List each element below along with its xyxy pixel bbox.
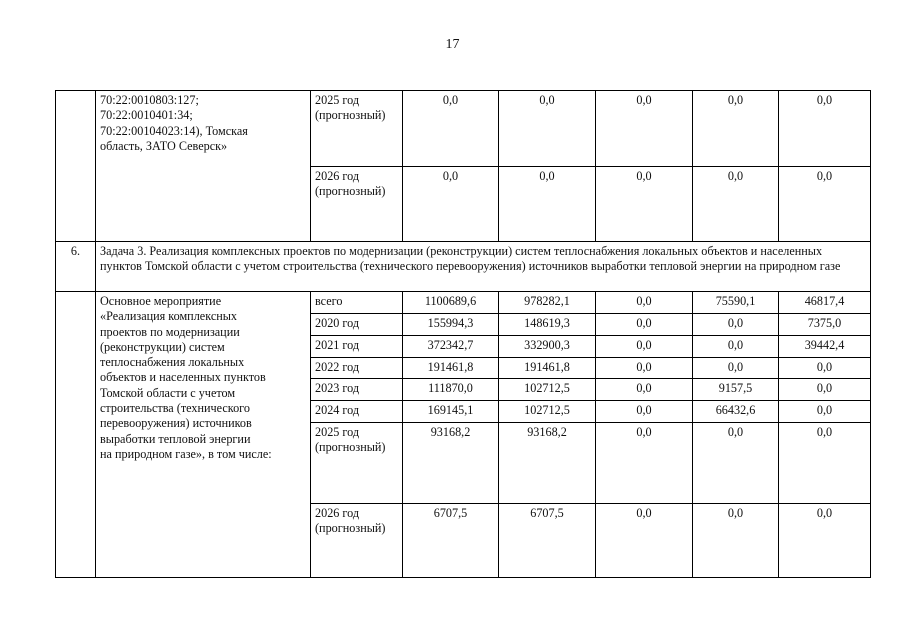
value-cell: 0,0 [596,423,693,504]
value-cell: 0,0 [596,379,693,401]
year-cell: 2021 год [311,336,403,358]
value-cell: 0,0 [779,504,871,578]
year-cell: 2025 год (прогнозный) [311,423,403,504]
value-cell: 191461,8 [499,358,596,379]
value-cell: 0,0 [596,504,693,578]
value-cell: 191461,8 [403,358,499,379]
year-cell: 2025 год (прогнозный) [311,91,403,167]
value-cell: 111870,0 [403,379,499,401]
value-cell: 372342,7 [403,336,499,358]
value-cell: 46817,4 [779,292,871,314]
year-cell: 2026 год (прогнозный) [311,504,403,578]
budget-table [55,90,871,578]
value-cell: 978282,1 [499,292,596,314]
value-cell: 93168,2 [499,423,596,504]
value-cell: 169145,1 [403,401,499,423]
value-cell: 6707,5 [499,504,596,578]
value-cell: 9157,5 [693,379,779,401]
task-number: 6. [56,242,96,292]
value-cell: 155994,3 [403,314,499,336]
value-cell: 0,0 [779,379,871,401]
value-cell: 93168,2 [403,423,499,504]
task-row [56,242,871,292]
value-cell: 0,0 [779,358,871,379]
value-cell: 0,0 [779,167,871,242]
value-cell: 0,0 [693,336,779,358]
year-cell: 2024 год [311,401,403,423]
value-cell: 0,0 [596,167,693,242]
value-cell: 0,0 [596,292,693,314]
value-cell: 0,0 [596,336,693,358]
value-cell: 0,0 [499,91,596,167]
value-cell: 0,0 [596,314,693,336]
task-text: Задача 3. Реализация комплексных проектов по модернизации (реконструкции) систем теплоснабжения локальных объектов и населенных пунктов Томской области с учетом строительства (технического перевооружения) источников выработки тепловой энергии на природном газе [96,242,871,292]
row-number-cell [56,91,96,242]
value-cell: 0,0 [693,314,779,336]
value-cell: 102712,5 [499,401,596,423]
measure-description: Основное мероприятие «Реализация комплексных проектов по модернизации (реконструкции) систем теплоснабжения локальных объектов и населенных пунктов Томской области с учетом строительства (технического перевооружения) источников выработки тепловой энергии на природном газе», в том числе: [96,292,311,578]
value-cell: 0,0 [596,91,693,167]
table-row [56,91,871,167]
value-cell: 0,0 [779,423,871,504]
value-cell: 66432,6 [693,401,779,423]
value-cell: 102712,5 [499,379,596,401]
value-cell: 0,0 [596,401,693,423]
value-cell: 0,0 [596,358,693,379]
year-cell: 2020 год [311,314,403,336]
page-number: 17 [445,37,460,52]
year-cell: 2022 год [311,358,403,379]
value-cell: 332900,3 [499,336,596,358]
value-cell: 75590,1 [693,292,779,314]
table-row [56,292,871,314]
value-cell: 39442,4 [779,336,871,358]
value-cell: 0,0 [499,167,596,242]
value-cell: 0,0 [403,91,499,167]
value-cell: 0,0 [693,504,779,578]
value-cell: 0,0 [693,91,779,167]
measure-description: 70:22:0010803:127; 70:22:0010401:34; 70:22:00104023:14), Томская область, ЗАТО Северск» [96,91,311,242]
value-cell: 1100689,6 [403,292,499,314]
value-cell: 0,0 [403,167,499,242]
value-cell: 0,0 [693,358,779,379]
value-cell: 0,0 [693,423,779,504]
year-cell: всего [311,292,403,314]
value-cell: 148619,3 [499,314,596,336]
value-cell: 0,0 [779,401,871,423]
year-cell: 2026 год (прогнозный) [311,167,403,242]
value-cell: 0,0 [693,167,779,242]
value-cell: 7375,0 [779,314,871,336]
year-cell: 2023 год [311,379,403,401]
value-cell: 0,0 [779,91,871,167]
value-cell: 6707,5 [403,504,499,578]
row-number-cell [56,292,96,578]
